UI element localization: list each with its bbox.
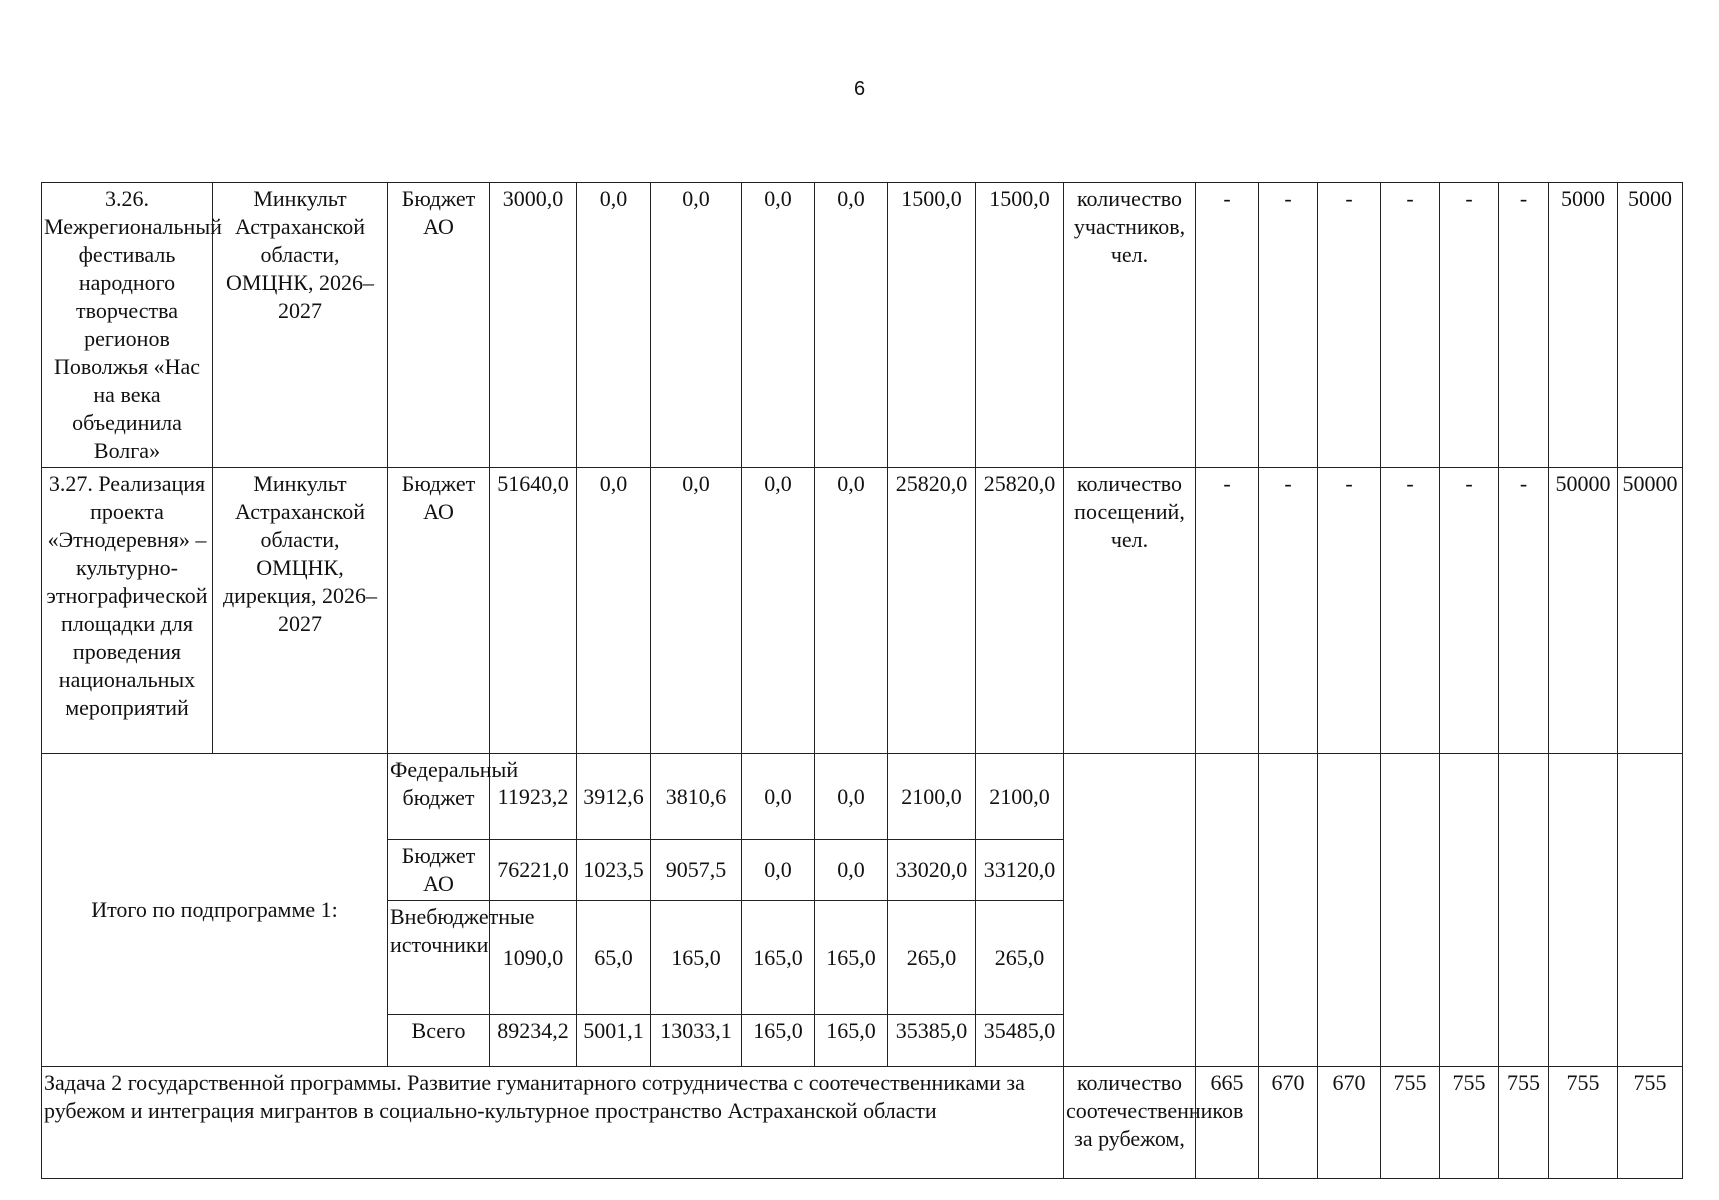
- value-cell: 165,0: [651, 901, 742, 1015]
- task-description: Задача 2 государственной программы. Развитие гуманитарного сотрудничества с соотечественниками за рубежом и интеграция мигрантов в социально-культурное пространство Астраханской области: [42, 1067, 1064, 1179]
- value-cell: 76221,0: [490, 840, 577, 901]
- value-cell: 0,0: [815, 840, 888, 901]
- executor-cell: Минкульт Астраханской области, ОМЦНК, дирекция, 2026–2027: [213, 468, 388, 754]
- target-cell: [1259, 754, 1318, 1067]
- target-cell: -: [1440, 183, 1499, 468]
- value-cell: 25820,0: [888, 468, 976, 754]
- target-cell: [1196, 754, 1259, 1067]
- target-cell: -: [1318, 468, 1381, 754]
- table-row: [42, 183, 1683, 468]
- measure-name: 3.27. Реализация проекта «Этнодеревня» – культурно-этнографической площадки для проведения национальных мероприятий: [42, 468, 213, 754]
- value-cell: 265,0: [888, 901, 976, 1015]
- source-cell: Всего: [388, 1015, 490, 1067]
- target-cell: -: [1381, 183, 1440, 468]
- page-number: 6: [853, 78, 866, 100]
- source-cell: Внебюджетные источники: [388, 901, 490, 1015]
- target-cell: 755: [1381, 1067, 1440, 1179]
- table-row: [42, 1067, 1683, 1179]
- value-cell: 13033,1: [651, 1015, 742, 1067]
- value-cell: 0,0: [577, 468, 651, 754]
- program-table: [41, 182, 1683, 1179]
- value-cell: 9057,5: [651, 840, 742, 901]
- value-cell: 1023,5: [577, 840, 651, 901]
- value-cell: 65,0: [577, 901, 651, 1015]
- target-cell: 755: [1549, 1067, 1618, 1179]
- indicator-cell: [1064, 754, 1196, 1067]
- value-cell: 11923,2: [490, 754, 577, 840]
- value-cell: 33020,0: [888, 840, 976, 901]
- value-cell: 0,0: [577, 183, 651, 468]
- indicator-cell: количество участников, чел.: [1064, 183, 1196, 468]
- value-cell: 0,0: [651, 468, 742, 754]
- target-cell: -: [1196, 183, 1259, 468]
- target-cell: -: [1381, 468, 1440, 754]
- target-cell: 50000: [1618, 468, 1683, 754]
- target-cell: -: [1318, 183, 1381, 468]
- target-cell: [1549, 754, 1618, 1067]
- target-cell: -: [1259, 183, 1318, 468]
- target-cell: 670: [1318, 1067, 1381, 1179]
- value-cell: 33120,0: [976, 840, 1064, 901]
- value-cell: 1090,0: [490, 901, 577, 1015]
- value-cell: 0,0: [651, 183, 742, 468]
- source-cell: Федеральный бюджет: [388, 754, 490, 840]
- value-cell: 265,0: [976, 901, 1064, 1015]
- value-cell: 3810,6: [651, 754, 742, 840]
- value-cell: 2100,0: [976, 754, 1064, 840]
- target-cell: -: [1499, 183, 1549, 468]
- target-cell: 670: [1259, 1067, 1318, 1179]
- table-row: [42, 468, 1683, 754]
- value-cell: 25820,0: [976, 468, 1064, 754]
- value-cell: 89234,2: [490, 1015, 577, 1067]
- target-cell: [1440, 754, 1499, 1067]
- value-cell: 1500,0: [976, 183, 1064, 468]
- target-cell: -: [1440, 468, 1499, 754]
- source-cell: Бюджет АО: [388, 183, 490, 468]
- value-cell: 1500,0: [888, 183, 976, 468]
- indicator-cell: количество посещений, чел.: [1064, 468, 1196, 754]
- value-cell: 5001,1: [577, 1015, 651, 1067]
- value-cell: 0,0: [742, 754, 815, 840]
- target-cell: 5000: [1549, 183, 1618, 468]
- value-cell: 165,0: [742, 901, 815, 1015]
- target-cell: 50000: [1549, 468, 1618, 754]
- source-cell: Бюджет АО: [388, 468, 490, 754]
- target-cell: -: [1499, 468, 1549, 754]
- value-cell: 165,0: [742, 1015, 815, 1067]
- value-cell: 0,0: [742, 468, 815, 754]
- value-cell: 165,0: [815, 901, 888, 1015]
- source-cell: Бюджет АО: [388, 840, 490, 901]
- target-cell: [1499, 754, 1549, 1067]
- value-cell: 35385,0: [888, 1015, 976, 1067]
- target-cell: 665: [1196, 1067, 1259, 1179]
- value-cell: 51640,0: [490, 468, 577, 754]
- value-cell: 0,0: [742, 183, 815, 468]
- measure-name: 3.26. Межрегиональный фестиваль народного творчества регионов Поволжья «Нас на века объединила Волга»: [42, 183, 213, 468]
- executor-cell: Минкульт Астраханской области, ОМЦНК, 2026–2027: [213, 183, 388, 468]
- target-cell: 5000: [1618, 183, 1683, 468]
- target-cell: 755: [1499, 1067, 1549, 1179]
- target-cell: -: [1196, 468, 1259, 754]
- target-cell: [1318, 754, 1381, 1067]
- value-cell: 35485,0: [976, 1015, 1064, 1067]
- target-cell: [1618, 754, 1683, 1067]
- target-cell: 755: [1618, 1067, 1683, 1179]
- value-cell: 2100,0: [888, 754, 976, 840]
- target-cell: [1381, 754, 1440, 1067]
- value-cell: 3000,0: [490, 183, 577, 468]
- indicator-cell: количество соотечественников за рубежом,: [1064, 1067, 1196, 1179]
- table-row: [42, 754, 1683, 840]
- target-cell: -: [1259, 468, 1318, 754]
- value-cell: 0,0: [742, 840, 815, 901]
- total-label: Итого по подпрограмме 1:: [42, 754, 388, 1067]
- target-cell: 755: [1440, 1067, 1499, 1179]
- value-cell: 0,0: [815, 754, 888, 840]
- value-cell: 0,0: [815, 183, 888, 468]
- value-cell: 3912,6: [577, 754, 651, 840]
- value-cell: 0,0: [815, 468, 888, 754]
- value-cell: 165,0: [815, 1015, 888, 1067]
